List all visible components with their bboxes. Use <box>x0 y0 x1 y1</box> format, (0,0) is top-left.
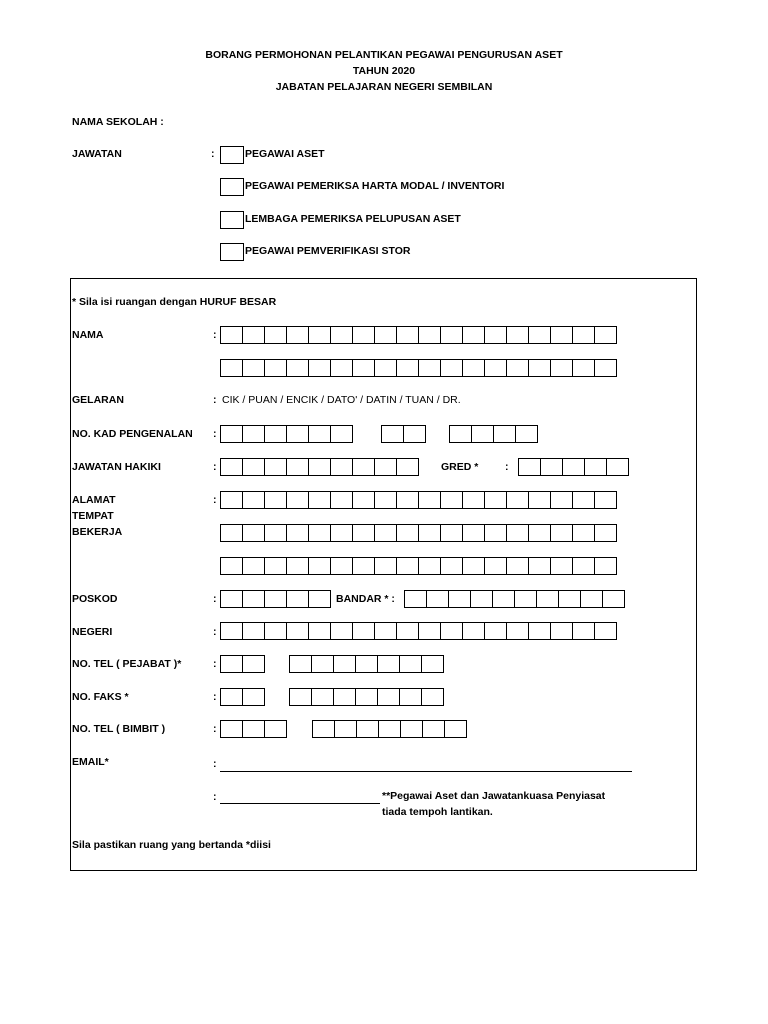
character-cell[interactable] <box>330 524 353 542</box>
character-cell[interactable] <box>286 425 309 443</box>
character-cell[interactable] <box>264 622 287 640</box>
alamat-label-line-1: ALAMAT <box>72 494 116 506</box>
character-cell[interactable] <box>602 590 625 608</box>
character-cell[interactable] <box>572 359 595 377</box>
character-cell[interactable] <box>399 655 422 673</box>
character-cell[interactable] <box>572 326 595 344</box>
character-cell[interactable] <box>308 622 331 640</box>
character-cell[interactable] <box>506 326 529 344</box>
character-cell[interactable] <box>462 326 485 344</box>
gelaran-label: GELARAN <box>72 394 124 406</box>
character-cell[interactable] <box>264 359 287 377</box>
character-cell[interactable] <box>308 458 331 476</box>
character-cell[interactable] <box>381 425 404 443</box>
position-colon: : <box>211 148 215 160</box>
character-cell[interactable] <box>594 622 617 640</box>
character-cell[interactable] <box>484 557 507 575</box>
character-cell[interactable] <box>484 524 507 542</box>
character-cell[interactable] <box>550 491 573 509</box>
form-department: JABATAN PELAJARAN NEGERI SEMBILAN <box>275 81 493 93</box>
character-cell[interactable] <box>286 524 309 542</box>
tempoh-colon: : <box>213 791 217 803</box>
character-cell[interactable] <box>572 524 595 542</box>
nama-input-row-2[interactable] <box>220 359 617 377</box>
character-cell[interactable] <box>550 557 573 575</box>
character-cell[interactable] <box>396 557 419 575</box>
ic-label: NO. KAD PENGENALAN <box>72 428 193 440</box>
character-cell[interactable] <box>550 359 573 377</box>
character-cell[interactable] <box>421 655 444 673</box>
character-cell[interactable] <box>286 622 309 640</box>
alamat-colon: : <box>213 494 217 506</box>
character-cell[interactable] <box>220 425 243 443</box>
character-cell[interactable] <box>440 557 463 575</box>
character-cell[interactable] <box>550 622 573 640</box>
character-cell[interactable] <box>242 458 265 476</box>
poskod-input[interactable] <box>220 590 331 608</box>
gred-colon: : <box>505 461 509 473</box>
character-cell[interactable] <box>220 557 243 575</box>
negeri-input[interactable] <box>220 622 617 640</box>
nama-input-row-1[interactable] <box>220 326 617 344</box>
character-cell[interactable] <box>330 326 353 344</box>
faks-colon: : <box>213 691 217 703</box>
character-cell[interactable] <box>377 688 400 706</box>
character-cell[interactable] <box>289 688 312 706</box>
character-cell[interactable] <box>242 720 265 738</box>
position-checkbox-pegawai-aset[interactable] <box>220 146 244 164</box>
character-cell[interactable] <box>422 720 445 738</box>
tel-pejabat-label: NO. TEL ( PEJABAT )* <box>72 658 182 670</box>
character-cell[interactable] <box>308 425 331 443</box>
character-cell[interactable] <box>330 622 353 640</box>
character-cell[interactable] <box>330 491 353 509</box>
tel-bimbit-label: NO. TEL ( BIMBIT ) <box>72 723 166 735</box>
character-cell[interactable] <box>396 359 419 377</box>
character-cell[interactable] <box>286 557 309 575</box>
email-label: EMAIL* <box>72 756 109 768</box>
character-cell[interactable] <box>594 524 617 542</box>
alamat-input-row-3[interactable] <box>220 557 617 575</box>
character-cell[interactable] <box>572 557 595 575</box>
character-cell[interactable] <box>308 359 331 377</box>
character-cell[interactable] <box>418 622 441 640</box>
position-checkbox-pemverifikasi-stor[interactable] <box>220 243 244 261</box>
character-cell[interactable] <box>220 524 243 542</box>
ic-input-part-1[interactable] <box>220 425 353 443</box>
character-cell[interactable] <box>220 359 243 377</box>
character-cell[interactable] <box>440 326 463 344</box>
character-cell[interactable] <box>374 622 397 640</box>
alamat-input-row-2[interactable] <box>220 524 617 542</box>
ic-input-part-3[interactable] <box>449 425 538 443</box>
character-cell[interactable] <box>220 590 243 608</box>
character-cell[interactable] <box>550 524 573 542</box>
character-cell[interactable] <box>374 491 397 509</box>
position-option-harta-modal: PEGAWAI PEMERIKSA HARTA MODAL / INVENTORI <box>245 180 505 192</box>
character-cell[interactable] <box>220 458 243 476</box>
tel-bimbit-input-code[interactable] <box>220 720 287 738</box>
character-cell[interactable] <box>518 458 541 476</box>
character-cell[interactable] <box>462 557 485 575</box>
gelaran-options[interactable]: CIK / PUAN / ENCIK / DATO' / DATIN / TUAN / DR. <box>222 394 461 406</box>
character-cell[interactable] <box>462 491 485 509</box>
character-cell[interactable] <box>528 557 551 575</box>
character-cell[interactable] <box>462 622 485 640</box>
character-cell[interactable] <box>334 720 357 738</box>
school-name-label: NAMA SEKOLAH : <box>72 116 164 128</box>
character-cell[interactable] <box>374 557 397 575</box>
character-cell[interactable] <box>242 425 265 443</box>
character-cell[interactable] <box>352 622 375 640</box>
character-cell[interactable] <box>418 557 441 575</box>
character-cell[interactable] <box>330 425 353 443</box>
character-cell[interactable] <box>374 524 397 542</box>
character-cell[interactable] <box>418 524 441 542</box>
character-cell[interactable] <box>440 491 463 509</box>
character-cell[interactable] <box>606 458 629 476</box>
character-cell[interactable] <box>352 491 375 509</box>
gelaran-colon: : <box>213 394 217 406</box>
tel-bimbit-input-number[interactable] <box>312 720 467 738</box>
position-option-lembaga-pelupusan: LEMBAGA PEMERIKSA PELUPUSAN ASET <box>245 213 461 225</box>
character-cell[interactable] <box>484 622 507 640</box>
character-cell[interactable] <box>400 720 423 738</box>
character-cell[interactable] <box>312 720 335 738</box>
character-cell[interactable] <box>242 688 265 706</box>
character-cell[interactable] <box>264 491 287 509</box>
character-cell[interactable] <box>528 326 551 344</box>
character-cell[interactable] <box>286 590 309 608</box>
character-cell[interactable] <box>426 590 449 608</box>
nama-colon: : <box>213 329 217 341</box>
character-cell[interactable] <box>308 524 331 542</box>
gred-input[interactable] <box>518 458 629 476</box>
instruction-text: * Sila isi ruangan dengan HURUF BESAR <box>72 296 277 308</box>
gred-label: GRED * <box>441 461 479 473</box>
character-cell[interactable] <box>462 524 485 542</box>
character-cell[interactable] <box>484 326 507 344</box>
character-cell[interactable] <box>352 524 375 542</box>
character-cell[interactable] <box>418 326 441 344</box>
character-cell[interactable] <box>572 491 595 509</box>
character-cell[interactable] <box>355 655 378 673</box>
character-cell[interactable] <box>242 326 265 344</box>
character-cell[interactable] <box>396 458 419 476</box>
character-cell[interactable] <box>311 655 334 673</box>
character-cell[interactable] <box>404 590 427 608</box>
character-cell[interactable] <box>308 491 331 509</box>
character-cell[interactable] <box>396 524 419 542</box>
faks-input-code[interactable] <box>220 688 265 706</box>
ic-input-part-2[interactable] <box>381 425 426 443</box>
character-cell[interactable] <box>242 557 265 575</box>
character-cell[interactable] <box>352 359 375 377</box>
character-cell[interactable] <box>355 688 378 706</box>
character-cell[interactable] <box>448 590 471 608</box>
negeri-colon: : <box>213 626 217 638</box>
character-cell[interactable] <box>286 359 309 377</box>
footer-reminder: Sila pastikan ruang yang bertanda *diisi <box>72 839 271 851</box>
character-cell[interactable] <box>444 720 467 738</box>
character-cell[interactable] <box>264 557 287 575</box>
character-cell[interactable] <box>396 491 419 509</box>
character-cell[interactable] <box>506 557 529 575</box>
character-cell[interactable] <box>242 590 265 608</box>
position-checkbox-harta-modal[interactable] <box>220 178 244 196</box>
faks-input-number[interactable] <box>289 688 444 706</box>
character-cell[interactable] <box>396 326 419 344</box>
character-cell[interactable] <box>594 491 617 509</box>
character-cell[interactable] <box>550 326 573 344</box>
character-cell[interactable] <box>242 622 265 640</box>
character-cell[interactable] <box>352 326 375 344</box>
character-cell[interactable] <box>484 491 507 509</box>
character-cell[interactable] <box>356 720 379 738</box>
character-cell[interactable] <box>440 524 463 542</box>
character-cell[interactable] <box>264 524 287 542</box>
character-cell[interactable] <box>396 622 419 640</box>
character-cell[interactable] <box>333 688 356 706</box>
character-cell[interactable] <box>584 458 607 476</box>
character-cell[interactable] <box>492 590 515 608</box>
poskod-colon: : <box>213 593 217 605</box>
tel-pejabat-input-number[interactable] <box>289 655 444 673</box>
ic-colon: : <box>213 428 217 440</box>
character-cell[interactable] <box>594 359 617 377</box>
character-cell[interactable] <box>264 720 287 738</box>
character-cell[interactable] <box>330 458 353 476</box>
character-cell[interactable] <box>242 655 265 673</box>
character-cell[interactable] <box>377 655 400 673</box>
character-cell[interactable] <box>242 491 265 509</box>
character-cell[interactable] <box>286 458 309 476</box>
faks-label: NO. FAKS * <box>72 691 129 703</box>
position-option-pegawai-aset: PEGAWAI ASET <box>245 148 325 160</box>
email-colon: : <box>213 758 217 770</box>
character-cell[interactable] <box>594 326 617 344</box>
position-checkbox-lembaga-pelupusan[interactable] <box>220 211 244 229</box>
character-cell[interactable] <box>378 720 401 738</box>
character-cell[interactable] <box>421 688 444 706</box>
character-cell[interactable] <box>286 326 309 344</box>
character-cell[interactable] <box>220 720 243 738</box>
character-cell[interactable] <box>264 458 287 476</box>
character-cell[interactable] <box>242 524 265 542</box>
bandar-label: BANDAR * : <box>336 593 395 605</box>
character-cell[interactable] <box>264 326 287 344</box>
nama-label: NAMA <box>72 329 104 341</box>
character-cell[interactable] <box>440 622 463 640</box>
character-cell[interactable] <box>515 425 538 443</box>
alamat-input-row-1[interactable] <box>220 491 617 509</box>
character-cell[interactable] <box>374 326 397 344</box>
character-cell[interactable] <box>528 359 551 377</box>
character-cell[interactable] <box>462 359 485 377</box>
email-input-line[interactable] <box>220 771 632 772</box>
character-cell[interactable] <box>308 557 331 575</box>
character-cell[interactable] <box>264 425 287 443</box>
character-cell[interactable] <box>289 655 312 673</box>
character-cell[interactable] <box>418 491 441 509</box>
alamat-label-line-3: BEKERJA <box>72 526 123 538</box>
character-cell[interactable] <box>528 524 551 542</box>
character-cell[interactable] <box>242 359 265 377</box>
character-cell[interactable] <box>528 491 551 509</box>
character-cell[interactable] <box>220 655 243 673</box>
character-cell[interactable] <box>220 491 243 509</box>
character-cell[interactable] <box>580 590 603 608</box>
bandar-input[interactable] <box>404 590 625 608</box>
position-label: JAWATAN <box>72 148 122 160</box>
tel-pejabat-input-code[interactable] <box>220 655 265 673</box>
character-cell[interactable] <box>418 359 441 377</box>
character-cell[interactable] <box>558 590 581 608</box>
character-cell[interactable] <box>572 622 595 640</box>
character-cell[interactable] <box>220 688 243 706</box>
character-cell[interactable] <box>264 590 287 608</box>
character-cell[interactable] <box>540 458 563 476</box>
character-cell[interactable] <box>220 326 243 344</box>
character-cell[interactable] <box>330 359 353 377</box>
character-cell[interactable] <box>562 458 585 476</box>
character-cell[interactable] <box>506 491 529 509</box>
character-cell[interactable] <box>311 688 334 706</box>
character-cell[interactable] <box>506 622 529 640</box>
tel-bimbit-colon: : <box>213 723 217 735</box>
character-cell[interactable] <box>374 359 397 377</box>
alamat-label-line-2: TEMPAT <box>72 510 114 522</box>
note-line-2: tiada tempoh lantikan. <box>382 806 493 818</box>
character-cell[interactable] <box>374 458 397 476</box>
character-cell[interactable] <box>514 590 537 608</box>
note-line-1: **Pegawai Aset dan Jawatankuasa Penyiasat <box>382 790 606 802</box>
character-cell[interactable] <box>286 491 309 509</box>
character-cell[interactable] <box>403 425 426 443</box>
character-cell[interactable] <box>220 622 243 640</box>
character-cell[interactable] <box>506 524 529 542</box>
jawatan-hakiki-colon: : <box>213 461 217 473</box>
position-option-pemverifikasi-stor: PEGAWAI PEMVERIFIKASI STOR <box>245 245 411 257</box>
character-cell[interactable] <box>449 425 472 443</box>
jawatan-hakiki-input[interactable] <box>220 458 419 476</box>
tempoh-input-line[interactable] <box>220 803 380 804</box>
character-cell[interactable] <box>399 688 422 706</box>
tel-pejabat-colon: : <box>213 658 217 670</box>
character-cell[interactable] <box>308 590 331 608</box>
character-cell[interactable] <box>440 359 463 377</box>
character-cell[interactable] <box>352 458 375 476</box>
character-cell[interactable] <box>536 590 559 608</box>
negeri-label: NEGERI <box>72 626 113 638</box>
character-cell[interactable] <box>528 622 551 640</box>
character-cell[interactable] <box>493 425 516 443</box>
character-cell[interactable] <box>594 557 617 575</box>
character-cell[interactable] <box>484 359 507 377</box>
character-cell[interactable] <box>333 655 356 673</box>
character-cell[interactable] <box>470 590 493 608</box>
poskod-label: POSKOD <box>72 593 118 605</box>
character-cell[interactable] <box>352 557 375 575</box>
character-cell[interactable] <box>471 425 494 443</box>
character-cell[interactable] <box>330 557 353 575</box>
jawatan-hakiki-label: JAWATAN HAKIKI <box>72 461 161 473</box>
form-title: BORANG PERMOHONAN PELANTIKAN PEGAWAI PENGURUSAN ASET <box>205 49 563 61</box>
form-year: TAHUN 2020 <box>352 65 416 77</box>
character-cell[interactable] <box>308 326 331 344</box>
character-cell[interactable] <box>506 359 529 377</box>
